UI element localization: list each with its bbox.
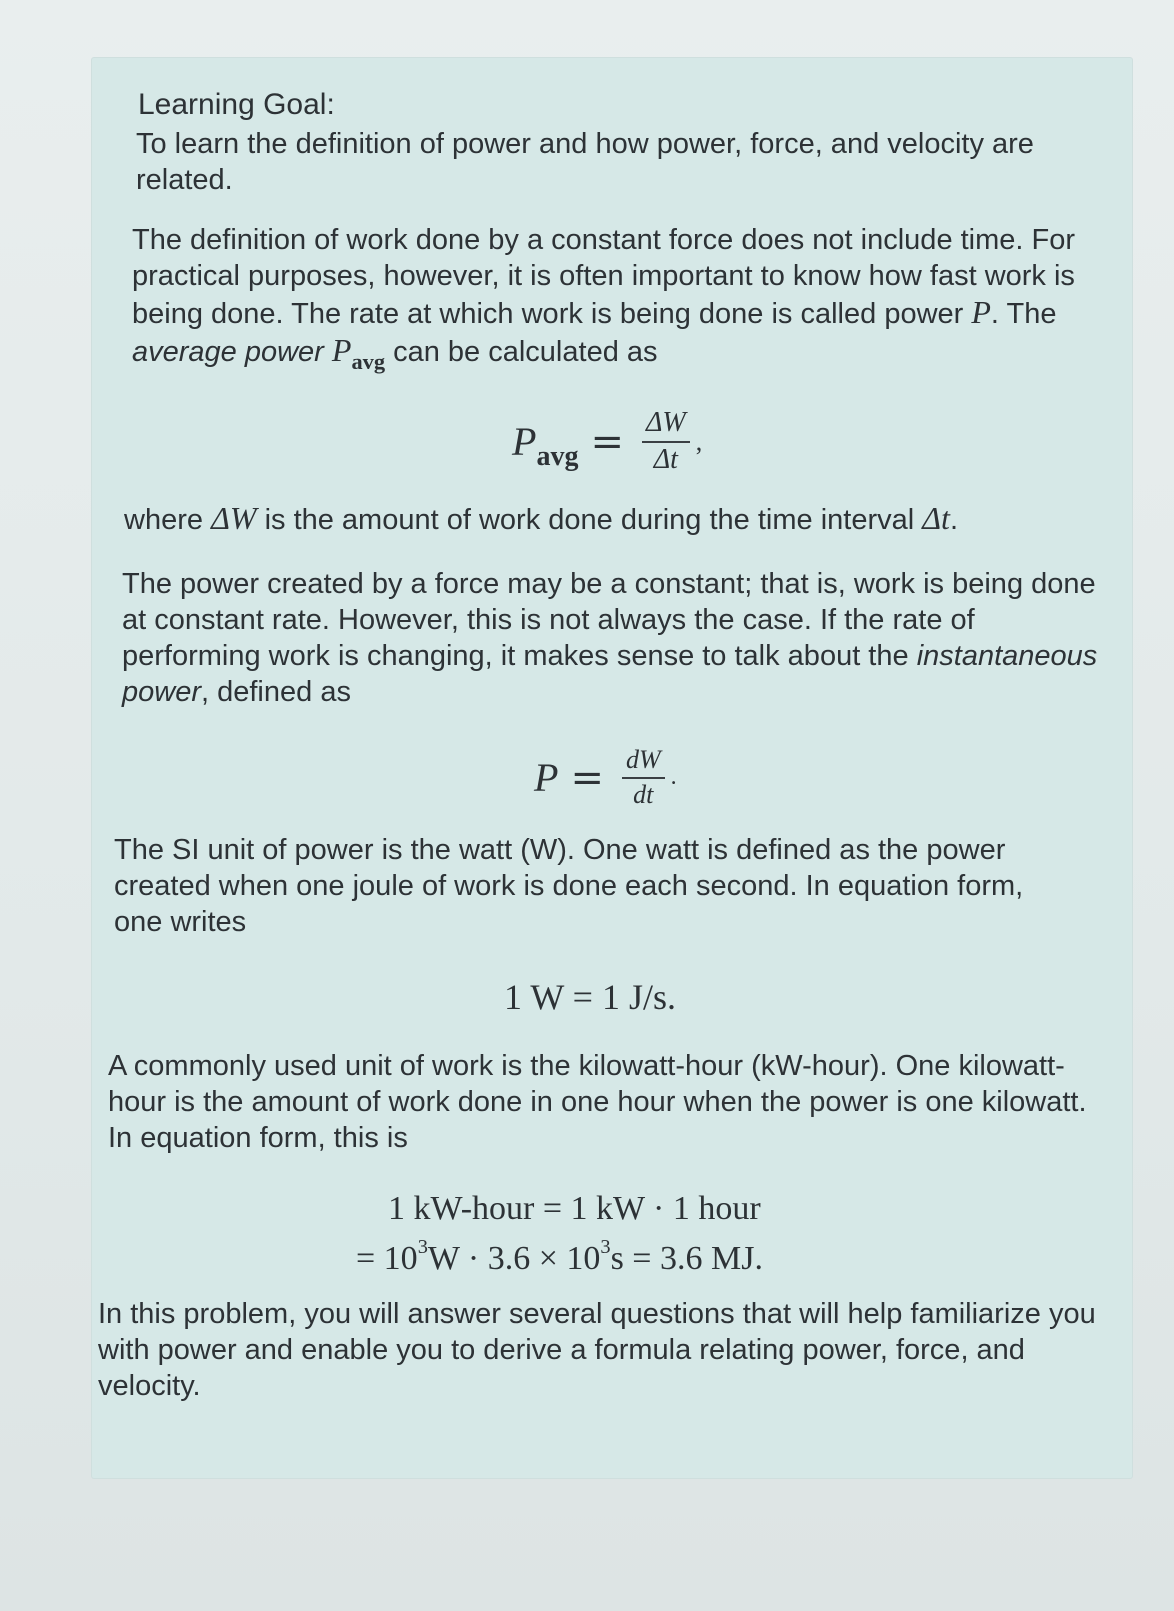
average-power-label: average power — [132, 336, 324, 368]
average-power-symbol-letter: P — [331, 332, 352, 368]
equation-kwh-line2 — [356, 1236, 763, 1278]
eq2-lhs: P — [534, 755, 559, 801]
paragraph-delta-w-part1: where — [124, 504, 203, 536]
learning-goal-text: To learn the definition of power and how power, force, and velocity are related. — [136, 128, 1034, 196]
average-power-symbol — [331, 332, 386, 374]
paragraph-instantaneous-part2: , defined as — [201, 676, 351, 708]
paragraph-si-unit: The SI unit of power is the watt (W). One watt is defined as the power created when one joule of work is done each second. In equation form, one writes — [114, 834, 1024, 938]
eq1-lhs — [512, 418, 579, 473]
eq2-denominator: dt — [633, 779, 654, 809]
paragraph-delta-w — [124, 500, 1104, 538]
eq4-line2-exp1: 3 — [417, 1236, 428, 1259]
paragraph-work-definition-part1: The definition of work done by a constant force does not include time. For practical purposes, however, it is often important to know how fast work is being done. The rate at which work is being done is called power — [132, 224, 1076, 330]
paragraph-work-definition — [132, 222, 1112, 372]
eq4-line2-exp2: 3 — [600, 1236, 611, 1259]
learning-goal-title: Learning Goal: — [138, 88, 335, 121]
eq4-line2-prefix: = 10 — [356, 1240, 418, 1277]
power-symbol: P — [971, 294, 991, 330]
eq2-trail: . — [670, 764, 677, 791]
paragraph-delta-w-part3: . — [949, 504, 958, 536]
delta-w-symbol: ΔW — [211, 500, 257, 536]
eq2-equals: = — [570, 754, 604, 801]
eq1-fraction — [642, 408, 690, 476]
paragraph-instantaneous-part1: The power created by a force may be a constant; that is, work is being done at constant rate. However, this is not always the case. If the rate of performing work is changing, it makes sense to talk about the — [122, 568, 1096, 672]
paragraph-delta-w-part2: is the amount of work done during the time interval — [264, 504, 915, 536]
eq1-trail: , — [695, 426, 703, 456]
eq2-fraction — [622, 746, 665, 809]
eq1-equals: = — [590, 418, 624, 465]
paragraph-work-definition-part3: can be calculated as — [393, 336, 658, 368]
eq1-lhs-subscript: avg — [536, 441, 579, 473]
delta-t-symbol: Δt — [922, 500, 950, 536]
paragraph-work-definition-part2: . The — [990, 298, 1057, 330]
eq4-line2-mid: W · 3.6 × 10 — [427, 1240, 601, 1277]
paragraph-problem-intro: In this problem, you will answer several questions that will help familiarize you with power and enable you to derive a formula relating power, force, and velocity. — [98, 1298, 1096, 1402]
eq2-numerator: dW — [622, 746, 665, 779]
average-power-subscript: avg — [351, 348, 386, 374]
equation-kwh-line1: 1 kW-hour = 1 kW · 1 hour — [388, 1190, 761, 1227]
eq1-numerator: ΔW — [642, 408, 690, 443]
eq1-lhs-symbol: P — [512, 419, 537, 465]
equation-watt: 1 W = 1 J/s. — [504, 977, 677, 1017]
equation-average-power — [512, 408, 702, 476]
eq1-denominator: Δt — [653, 443, 678, 475]
instantaneous-power-label: instantaneous power — [122, 640, 1098, 708]
paragraph-kilowatt-hour: A commonly used unit of work is the kilowatt-hour (kW-hour). One kilowatt-hour is the amount of work done in one hour when the power is one kilowatt. In equation form, this is — [108, 1050, 1087, 1154]
equation-instantaneous-power — [534, 746, 677, 809]
paragraph-instantaneous — [122, 566, 1102, 710]
eq4-line2-suffix: s = 3.6 MJ. — [610, 1240, 763, 1277]
